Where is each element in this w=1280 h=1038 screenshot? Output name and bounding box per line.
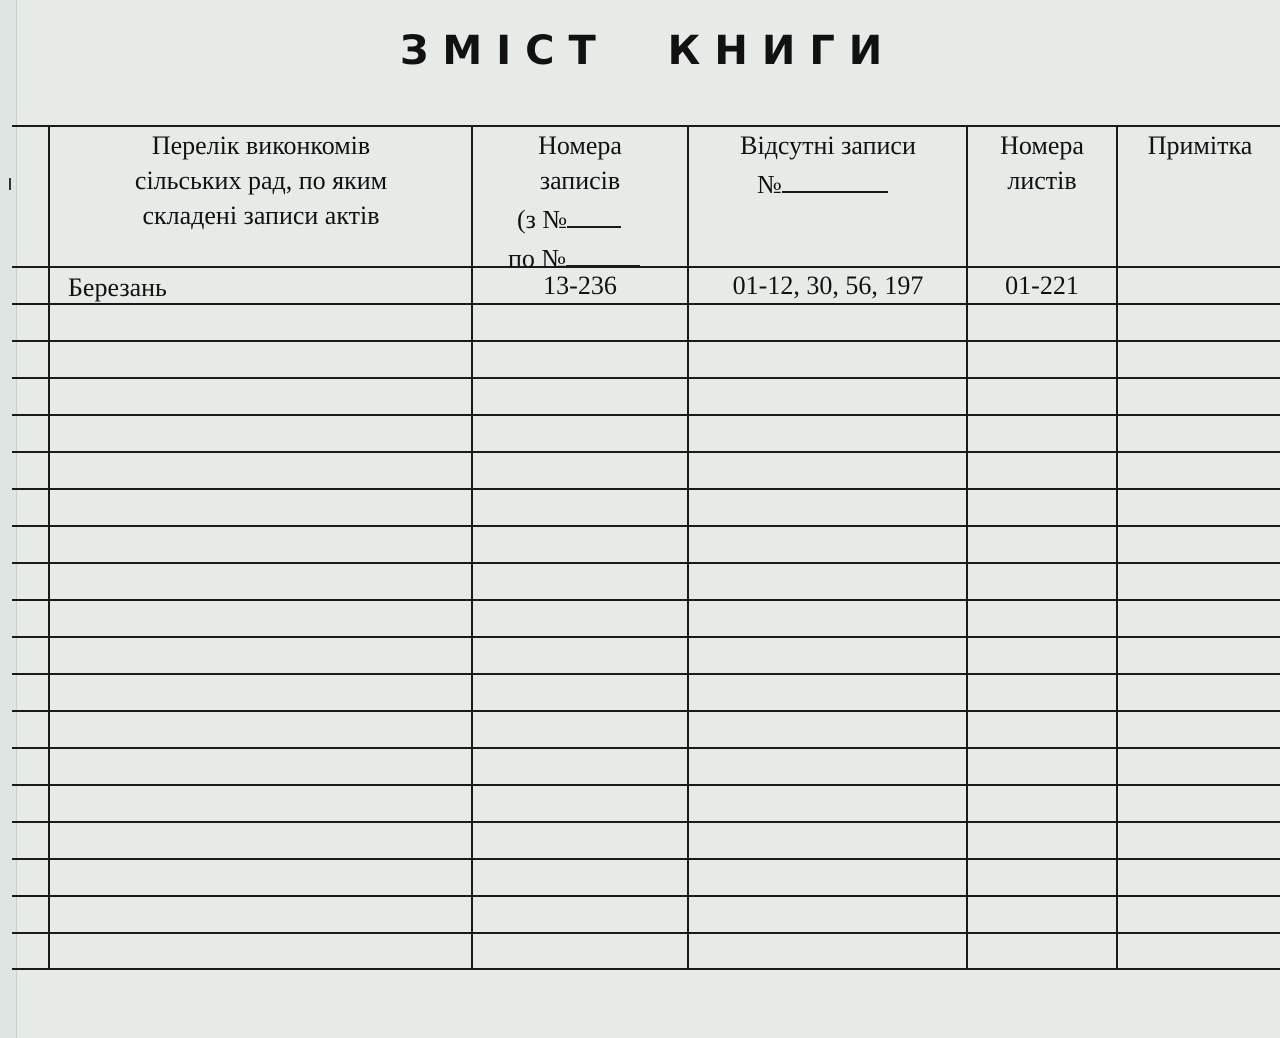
header-councils-line: сільських рад, по яким: [134, 166, 388, 195]
header-note-label: Примітка: [1147, 131, 1253, 160]
row-divider: [12, 451, 1280, 453]
header-record-numbers: [475, 128, 685, 276]
column-divider: [966, 125, 968, 970]
header-missing-records-line: Відсутні записи: [740, 131, 916, 160]
header-sheet-numbers-line: листів: [1007, 166, 1077, 195]
row-divider: [12, 599, 1280, 601]
row-missing-records: 01-12, 30, 56, 197: [732, 271, 924, 300]
row-record-numbers: 13-236: [543, 271, 617, 300]
row-divider: [12, 488, 1280, 490]
header-councils-line: складені записи актів: [142, 201, 380, 230]
header-missing-records: [691, 128, 965, 202]
row-divider: [12, 377, 1280, 379]
row-sheet-numbers: 01-221: [1005, 271, 1079, 300]
page-binding-edge: [0, 0, 17, 1038]
row-divider: [12, 525, 1280, 527]
record-to-blank: [566, 237, 640, 267]
row-divider: [12, 562, 1280, 564]
row-divider: [12, 340, 1280, 342]
page-title: ЗМІСТ КНИГИ: [400, 28, 897, 74]
row-council: Березань: [68, 273, 167, 302]
row-divider: [12, 858, 1280, 860]
missing-number-blank: [782, 163, 888, 193]
header-sheet-numbers-line: Номера: [1000, 131, 1084, 160]
header-record-numbers-line: Номера: [538, 131, 622, 160]
binding-mark: [9, 178, 11, 190]
column-divider: [1116, 125, 1118, 970]
row-divider: [12, 895, 1280, 897]
row-divider: [12, 414, 1280, 416]
row-divider: [12, 673, 1280, 675]
row-divider: [12, 932, 1280, 934]
column-divider: [471, 125, 473, 970]
row-divider: [12, 710, 1280, 712]
table-top-border: [12, 125, 1280, 127]
header-missing-number: [691, 163, 965, 202]
table-bottom-border: [12, 968, 1280, 970]
header-record-from: [475, 198, 685, 237]
missing-number-label: №: [757, 170, 782, 199]
column-divider: [687, 125, 689, 970]
header-councils-line: Перелік виконкомів: [151, 131, 371, 160]
record-from-blank: [567, 198, 621, 228]
row-divider: [12, 303, 1280, 305]
header-note: [1120, 128, 1280, 163]
record-from-label: (з №: [517, 205, 568, 234]
header-councils: [52, 128, 470, 233]
row-divider: [12, 784, 1280, 786]
row-divider: [12, 636, 1280, 638]
record-to-label: по №: [508, 244, 567, 273]
row-divider: [12, 821, 1280, 823]
header-sheet-numbers: [970, 128, 1114, 198]
header-record-numbers-line: записів: [539, 166, 621, 195]
row-divider: [12, 747, 1280, 749]
column-divider: [48, 125, 50, 970]
